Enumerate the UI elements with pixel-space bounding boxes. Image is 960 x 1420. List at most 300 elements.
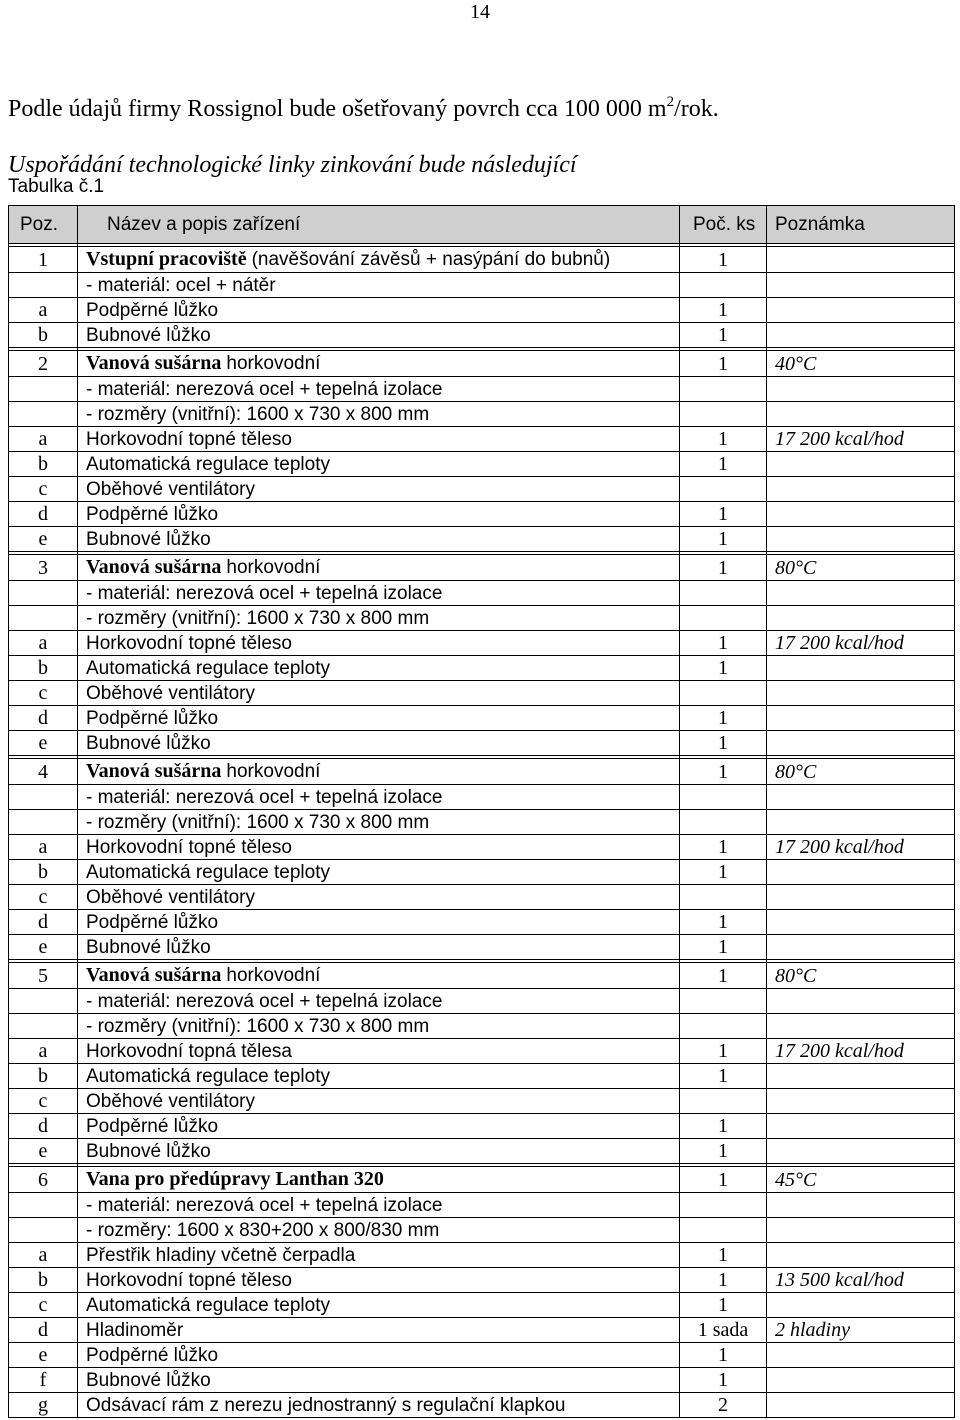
- item-name-cell: [78, 885, 680, 910]
- table-row: [9, 910, 955, 935]
- item-name-text: - materiál: nerezová ocel + tepelná izolace: [86, 1194, 443, 1216]
- note-cell: 40°C: [767, 348, 955, 377]
- count-cell: [680, 1089, 767, 1114]
- item-name-text: - rozměry (vnitřní): 1600 x 730 x 800 mm: [86, 1015, 430, 1037]
- note-cell: 17 200 kcal/hod: [767, 835, 955, 860]
- item-name-text: - materiál: nerezová ocel + tepelná izolace: [86, 582, 443, 604]
- position-cell: [9, 1014, 78, 1039]
- header-count: Poč. ks: [680, 206, 767, 244]
- item-name: [86, 811, 429, 834]
- count-cell: 1: [680, 706, 767, 731]
- item-name-cell: [78, 527, 680, 552]
- item-name-cell: [78, 477, 680, 502]
- item-name-cell: [78, 656, 680, 681]
- count-cell: [680, 989, 767, 1014]
- table-row: [9, 1318, 955, 1343]
- note-cell: [767, 1293, 955, 1318]
- note-cell: 45°C: [767, 1164, 955, 1193]
- item-name: [86, 528, 211, 551]
- item-name-text: Automatická regulace teploty: [86, 657, 330, 679]
- item-name-bold: Vanová sušárna: [86, 964, 222, 986]
- item-name-text: horkovodní: [226, 557, 321, 578]
- count-cell: 1: [680, 731, 767, 756]
- item-name: [86, 1194, 442, 1217]
- item-name: [86, 861, 330, 884]
- item-name: [86, 1090, 255, 1113]
- item-name-text: Automatická regulace teploty: [86, 1065, 330, 1087]
- item-name: [86, 786, 442, 809]
- count-cell: 1: [680, 935, 767, 960]
- count-cell: 1: [680, 1114, 767, 1139]
- item-name-text: Bubnové lůžko: [86, 324, 211, 346]
- item-name-cell: [78, 377, 680, 402]
- item-name-cell: [78, 1064, 680, 1089]
- position-cell: b: [9, 1268, 78, 1293]
- item-name-text: Bubnové lůžko: [86, 1369, 211, 1391]
- table-row: [9, 1243, 955, 1268]
- note-cell: [767, 1089, 955, 1114]
- item-name-cell: [78, 298, 680, 323]
- item-name: [86, 632, 292, 655]
- equipment-table: [8, 205, 955, 1418]
- table-row: [9, 1343, 955, 1368]
- item-name-text: Oběhové ventilátory: [86, 886, 255, 908]
- position-cell: 1: [9, 244, 78, 273]
- item-name: [86, 428, 292, 451]
- position-cell: [9, 273, 78, 298]
- position-cell: [9, 1218, 78, 1243]
- table-row: [9, 502, 955, 527]
- note-cell: 80°C: [767, 756, 955, 785]
- position-cell: a: [9, 1243, 78, 1268]
- count-cell: 1: [680, 1368, 767, 1393]
- item-name-cell: [78, 631, 680, 656]
- item-name-text: Bubnové lůžko: [86, 528, 211, 550]
- item-name: [86, 707, 218, 730]
- position-cell: c: [9, 885, 78, 910]
- item-name-text: Bubnové lůžko: [86, 936, 211, 958]
- count-cell: 1: [680, 860, 767, 885]
- item-name-cell: [78, 1014, 680, 1039]
- item-name: [86, 936, 211, 959]
- note-cell: 17 200 kcal/hod: [767, 1039, 955, 1064]
- table-row: [9, 960, 955, 989]
- table-row: [9, 1368, 955, 1393]
- count-cell: [680, 402, 767, 427]
- count-cell: 1: [680, 348, 767, 377]
- count-cell: [680, 377, 767, 402]
- item-name: [86, 478, 255, 501]
- item-name-cell: [78, 1268, 680, 1293]
- item-name-bold: Vstupní pracoviště: [86, 248, 247, 270]
- note-cell: [767, 581, 955, 606]
- item-name-cell: [78, 910, 680, 935]
- item-name: [86, 453, 330, 476]
- item-name-text: Přestřik hladiny včetně čerpadla: [86, 1244, 356, 1266]
- position-cell: b: [9, 860, 78, 885]
- table-header: [9, 206, 955, 244]
- position-cell: [9, 810, 78, 835]
- position-cell: [9, 581, 78, 606]
- count-cell: 1 sada: [680, 1318, 767, 1343]
- header-name: Název a popis zařízení: [78, 206, 680, 244]
- item-name-text: Horkovodní topná tělesa: [86, 1040, 292, 1062]
- note-cell: [767, 452, 955, 477]
- table-row: [9, 1293, 955, 1318]
- table-row: [9, 1393, 955, 1418]
- count-cell: [680, 681, 767, 706]
- item-name: [86, 403, 429, 426]
- note-cell: 80°C: [767, 960, 955, 989]
- position-cell: d: [9, 502, 78, 527]
- count-cell: 1: [680, 298, 767, 323]
- note-cell: [767, 860, 955, 885]
- item-name-cell: [78, 402, 680, 427]
- item-name-text: Podpěrné lůžko: [86, 1115, 219, 1137]
- item-name: [86, 886, 255, 909]
- item-name-text: - materiál: ocel + nátěr: [86, 274, 276, 296]
- position-cell: [9, 606, 78, 631]
- note-cell: [767, 935, 955, 960]
- item-name-cell: [78, 989, 680, 1014]
- table-row: [9, 1064, 955, 1089]
- item-name-cell: [78, 273, 680, 298]
- item-name-text: Oběhové ventilátory: [86, 682, 255, 704]
- item-name-cell: [78, 1318, 680, 1343]
- count-cell: 1: [680, 756, 767, 785]
- item-name-text: - materiál: nerezová ocel + tepelná izolace: [86, 990, 443, 1012]
- item-name-text: Automatická regulace teploty: [86, 1294, 330, 1316]
- item-name: [86, 964, 320, 987]
- position-cell: 6: [9, 1164, 78, 1193]
- position-cell: [9, 402, 78, 427]
- item-name-text: Automatická regulace teploty: [86, 453, 330, 475]
- table-row: [9, 706, 955, 731]
- item-name: [86, 682, 255, 705]
- count-cell: [680, 477, 767, 502]
- item-name-cell: [78, 427, 680, 452]
- item-name-text: Podpěrné lůžko: [86, 911, 219, 933]
- count-cell: [680, 581, 767, 606]
- item-name-cell: [78, 502, 680, 527]
- item-name: [86, 378, 442, 401]
- intro-superscript: 2: [666, 94, 675, 110]
- count-cell: 1: [680, 552, 767, 581]
- count-cell: [680, 785, 767, 810]
- position-cell: e: [9, 527, 78, 552]
- note-cell: 17 200 kcal/hod: [767, 631, 955, 656]
- position-cell: 5: [9, 960, 78, 989]
- item-name: [86, 1168, 384, 1191]
- item-name-text: - rozměry (vnitřní): 1600 x 730 x 800 mm: [86, 403, 430, 425]
- item-name: [86, 1394, 565, 1417]
- table-row: [9, 756, 955, 785]
- table-row: [9, 785, 955, 810]
- note-cell: [767, 681, 955, 706]
- count-cell: 1: [680, 1293, 767, 1318]
- position-cell: [9, 785, 78, 810]
- position-cell: d: [9, 706, 78, 731]
- item-name-cell: [78, 1393, 680, 1418]
- intro-paragraph: [8, 95, 719, 126]
- count-cell: 1: [680, 427, 767, 452]
- table-row: [9, 581, 955, 606]
- note-cell: [767, 1114, 955, 1139]
- note-cell: [767, 1064, 955, 1089]
- item-name-cell: [78, 1218, 680, 1243]
- count-cell: [680, 885, 767, 910]
- note-cell: [767, 885, 955, 910]
- item-name-text: Automatická regulace teploty: [86, 861, 330, 883]
- position-cell: d: [9, 1318, 78, 1343]
- position-cell: a: [9, 427, 78, 452]
- table-row: [9, 1039, 955, 1064]
- note-cell: [767, 1193, 955, 1218]
- note-cell: [767, 1343, 955, 1368]
- item-name: [86, 1015, 429, 1038]
- note-cell: [767, 731, 955, 756]
- note-cell: [767, 656, 955, 681]
- note-cell: 17 200 kcal/hod: [767, 427, 955, 452]
- item-name-text: Horkovodní topné těleso: [86, 632, 292, 654]
- count-cell: [680, 1218, 767, 1243]
- position-cell: a: [9, 1039, 78, 1064]
- position-cell: b: [9, 323, 78, 348]
- count-cell: 1: [680, 1243, 767, 1268]
- item-name-cell: [78, 681, 680, 706]
- table-row: [9, 477, 955, 502]
- item-name-text: Horkovodní topné těleso: [86, 836, 292, 858]
- item-name-cell: [78, 935, 680, 960]
- item-name-bold: Vana pro předúpravy Lanthan 320: [86, 1168, 384, 1190]
- item-name-bold: Vanová sušárna: [86, 760, 222, 782]
- table-row: [9, 427, 955, 452]
- table-row: [9, 835, 955, 860]
- item-name-cell: [78, 810, 680, 835]
- item-name-cell: [78, 860, 680, 885]
- count-cell: 1: [680, 1343, 767, 1368]
- item-name-cell: [78, 960, 680, 989]
- table-row: [9, 244, 955, 273]
- item-name: [86, 299, 218, 322]
- note-cell: [767, 502, 955, 527]
- note-cell: [767, 810, 955, 835]
- item-name-text: - rozměry: 1600 x 830+200 x 800/830 mm: [86, 1219, 440, 1241]
- note-cell: [767, 477, 955, 502]
- item-name: [86, 582, 442, 605]
- table-row: [9, 527, 955, 552]
- item-name-text: horkovodní: [226, 965, 321, 986]
- item-name-cell: [78, 731, 680, 756]
- item-name: [86, 990, 442, 1013]
- item-name-cell: [78, 1193, 680, 1218]
- item-name: [86, 760, 320, 783]
- count-cell: 1: [680, 1268, 767, 1293]
- section-heading: Uspořádání technologické linky zinkování bude následující: [8, 152, 577, 178]
- note-cell: [767, 273, 955, 298]
- item-name-cell: [78, 348, 680, 377]
- item-name-text: Oběhové ventilátory: [86, 478, 255, 500]
- note-cell: [767, 1368, 955, 1393]
- item-name-text: Podpěrné lůžko: [86, 299, 219, 321]
- table-row: [9, 860, 955, 885]
- position-cell: b: [9, 452, 78, 477]
- note-cell: [767, 606, 955, 631]
- position-cell: 4: [9, 756, 78, 785]
- position-cell: b: [9, 656, 78, 681]
- table-row: [9, 810, 955, 835]
- table-row: [9, 1014, 955, 1039]
- item-name: [86, 1369, 211, 1392]
- table-caption: Tabulka č.1: [8, 176, 105, 197]
- item-name-bold: Vanová sušárna: [86, 352, 222, 374]
- position-cell: c: [9, 681, 78, 706]
- item-name-text: - rozměry (vnitřní): 1600 x 730 x 800 mm: [86, 607, 430, 629]
- position-cell: c: [9, 1089, 78, 1114]
- item-name-text: Horkovodní topné těleso: [86, 1269, 292, 1291]
- position-cell: f: [9, 1368, 78, 1393]
- count-cell: [680, 606, 767, 631]
- note-cell: 80°C: [767, 552, 955, 581]
- table-body: [9, 244, 955, 1418]
- item-name: [86, 657, 330, 680]
- item-name: [86, 1319, 183, 1342]
- count-cell: 1: [680, 452, 767, 477]
- table-row: [9, 631, 955, 656]
- position-cell: e: [9, 731, 78, 756]
- item-name: [86, 1065, 330, 1088]
- table-row: [9, 1089, 955, 1114]
- item-name: [86, 1115, 218, 1138]
- table-row: [9, 552, 955, 581]
- item-name-text: Hladinoměr: [86, 1319, 184, 1341]
- item-name: [86, 1269, 292, 1292]
- note-cell: [767, 706, 955, 731]
- note-cell: [767, 989, 955, 1014]
- table-row: [9, 935, 955, 960]
- item-name: [86, 503, 218, 526]
- table-row: [9, 731, 955, 756]
- note-cell: [767, 910, 955, 935]
- item-name-cell: [78, 1343, 680, 1368]
- position-cell: 3: [9, 552, 78, 581]
- note-cell: [767, 1393, 955, 1418]
- table-row: [9, 348, 955, 377]
- item-name: [86, 556, 320, 579]
- count-cell: 1: [680, 960, 767, 989]
- note-cell: [767, 377, 955, 402]
- table-row: [9, 1218, 955, 1243]
- table-row: [9, 989, 955, 1014]
- intro-text-end: /rok.: [674, 96, 719, 122]
- position-cell: a: [9, 631, 78, 656]
- item-name-text: horkovodní: [226, 761, 321, 782]
- item-name-text: (navěšování závěsů + nasýpání do bubnů): [251, 249, 611, 270]
- note-cell: 13 500 kcal/hod: [767, 1268, 955, 1293]
- position-cell: e: [9, 1343, 78, 1368]
- table-row: [9, 452, 955, 477]
- item-name-text: Odsávací rám z nerezu jednostranný s regulační klapkou: [86, 1394, 566, 1416]
- position-cell: a: [9, 298, 78, 323]
- count-cell: 1: [680, 527, 767, 552]
- page-number: 14: [470, 1, 490, 23]
- item-name-cell: [78, 581, 680, 606]
- table-row: [9, 402, 955, 427]
- position-cell: e: [9, 935, 78, 960]
- position-cell: d: [9, 1114, 78, 1139]
- position-cell: b: [9, 1064, 78, 1089]
- position-cell: [9, 377, 78, 402]
- item-name-cell: [78, 1114, 680, 1139]
- header-note: Poznámka: [767, 206, 955, 244]
- position-cell: 2: [9, 348, 78, 377]
- position-cell: c: [9, 477, 78, 502]
- note-cell: [767, 1243, 955, 1268]
- position-cell: e: [9, 1139, 78, 1164]
- count-cell: [680, 810, 767, 835]
- count-cell: 1: [680, 835, 767, 860]
- count-cell: 1: [680, 244, 767, 273]
- item-name-cell: [78, 785, 680, 810]
- item-name-text: - materiál: nerezová ocel + tepelná izolace: [86, 786, 443, 808]
- item-name-cell: [78, 756, 680, 785]
- count-cell: 1: [680, 1039, 767, 1064]
- item-name-cell: [78, 1164, 680, 1193]
- note-cell: [767, 1218, 955, 1243]
- note-cell: [767, 244, 955, 273]
- item-name: [86, 1294, 330, 1317]
- item-name-text: Podpěrné lůžko: [86, 707, 219, 729]
- item-name: [86, 274, 276, 297]
- note-cell: [767, 298, 955, 323]
- item-name-text: - materiál: nerezová ocel + tepelná izolace: [86, 378, 443, 400]
- intro-text: Podle údajů firmy Rossignol bude ošetřovaný povrch cca 100 000 m: [8, 96, 667, 122]
- item-name-cell: [78, 1368, 680, 1393]
- note-cell: [767, 785, 955, 810]
- item-name-cell: [78, 552, 680, 581]
- count-cell: [680, 273, 767, 298]
- position-cell: g: [9, 1393, 78, 1418]
- table-row: [9, 273, 955, 298]
- item-name-cell: [78, 706, 680, 731]
- note-cell: [767, 527, 955, 552]
- header-position: Poz.: [9, 206, 78, 244]
- position-cell: a: [9, 835, 78, 860]
- table-row: [9, 1164, 955, 1193]
- item-name-bold: Vanová sušárna: [86, 556, 222, 578]
- item-name-text: Bubnové lůžko: [86, 732, 211, 754]
- table-row: [9, 298, 955, 323]
- position-cell: [9, 989, 78, 1014]
- item-name-cell: [78, 835, 680, 860]
- table-row: [9, 323, 955, 348]
- table-row: [9, 1268, 955, 1293]
- item-name: [86, 1344, 218, 1367]
- count-cell: 1: [680, 631, 767, 656]
- position-cell: c: [9, 1293, 78, 1318]
- count-cell: [680, 1193, 767, 1218]
- item-name-text: Bubnové lůžko: [86, 1140, 211, 1162]
- count-cell: 1: [680, 1164, 767, 1193]
- item-name-cell: [78, 323, 680, 348]
- table-row: [9, 1114, 955, 1139]
- note-cell: [767, 1014, 955, 1039]
- item-name-cell: [78, 244, 680, 273]
- item-name-text: Horkovodní topné těleso: [86, 428, 292, 450]
- item-name: [86, 1040, 292, 1063]
- item-name: [86, 324, 211, 347]
- table-row: [9, 885, 955, 910]
